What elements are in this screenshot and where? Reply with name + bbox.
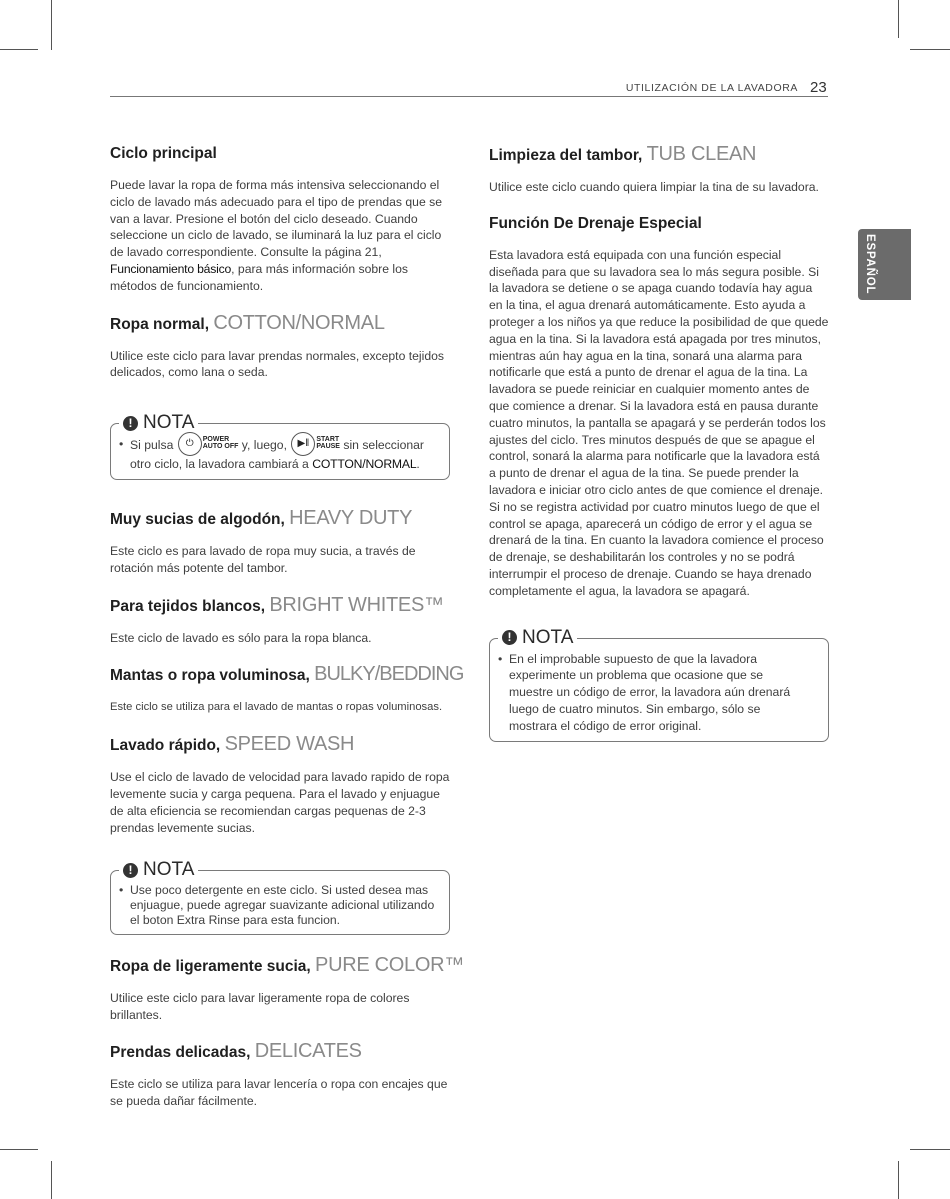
running-header: UTILIZACIÓN DE LA LAVADORA	[625, 82, 798, 94]
start-pause-button-label: START PAUSE	[316, 436, 340, 451]
section-title: Prendas delicadas, DELICATES	[110, 1040, 362, 1063]
crop-mark	[898, 1161, 899, 1199]
section-title: Lavado rápido, SPEED WASH	[110, 733, 355, 756]
section-body: Este ciclo se utiliza para lavar lencería o ropa con encajes que se pueda dañar fácilmente.	[110, 1077, 448, 1109]
section-tub-clean	[489, 140, 829, 196]
note-item: • En el improbable supuesto de que la lavadora experimente un problema que ocasione que se muestre un código de error, la lavadora aún drenará luego de cuatro minutos. Sin embargo, sólo se mostrara el código de error original.	[496, 651, 818, 735]
section-title: Limpieza del tambor, TUB CLEAN	[489, 143, 757, 165]
cycle-name: HEAVY DUTY	[289, 506, 413, 529]
crop-mark	[0, 1149, 38, 1150]
cycle-name: DELICATES	[254, 1040, 362, 1063]
note-box	[489, 626, 829, 742]
power-button-label: POWER AUTO OFF	[202, 436, 239, 451]
section-title: Para tejidos blancos, BRIGHT WHITES™	[110, 593, 444, 616]
start-pause-button-icon: ▶‖	[291, 432, 315, 456]
section-cotton-normal	[110, 309, 450, 382]
section-special-drain	[489, 210, 829, 600]
header-rule	[110, 96, 828, 97]
cycle-name: TUB CLEAN	[646, 143, 757, 165]
note-title: ! NOTA	[498, 627, 577, 649]
section-title: Muy sucias de algodón, HEAVY DUTY	[110, 506, 413, 529]
note-item: • Si pulsa ⏻ POWER AUTO OFF y, luego, ▶‖ START PAUSE sin seleccionar otro ciclo, la lavadora cambiará a COTTON/NORMAL.	[117, 436, 439, 473]
exclamation-icon: !	[502, 630, 517, 645]
left-column	[110, 140, 464, 1110]
crop-mark	[51, 0, 52, 50]
language-tab	[858, 229, 911, 300]
section-body: Este ciclo de lavado es sólo para la ropa blanca.	[110, 630, 372, 645]
exclamation-icon: !	[123, 416, 138, 431]
cycle-name: SPEED WASH	[224, 733, 355, 756]
crop-mark	[898, 0, 899, 38]
section-title: Ropa normal, COTTON/NORMAL	[110, 311, 385, 334]
basic-operation-reference: Funcionamiento básico	[110, 261, 232, 276]
cycle-name: COTTON/NORMAL	[312, 457, 417, 472]
cycle-name: BRIGHT WHITES™	[269, 593, 444, 616]
section-body: Este ciclo se utiliza para el lavado de mantas o ropas voluminosas.	[110, 701, 443, 714]
note-box	[110, 859, 450, 934]
section-pure-color	[110, 951, 464, 1024]
section-body: Si no se registra actividad por cuatro minutos luego de que el control se apaga, aparecerá un código de error y el agua se drenará de la tina. En cuanto la lavadora comience el proceso de drenaje, se deshabilitarán los controles y no se podrá interrumpir el proceso de drenaje. Cuando se haya drenado completamente el agua, la lavadora se apagará.	[489, 499, 824, 598]
section-body: Esta lavadora está equipada con una función especial diseñada para que su lavadora sea lo más segura posible. Si la lavadora se detiene o se apaga cuando todavía hay agua en la tina, el agua drenará automáticamente. Esto ayuda a proteger a los niños ya que reduce la posibilidad de que quede agua en la tina. Si la lavadora está apagada por tres minutos, mientras aún hay agua en la tina, sonará una alarma para notificarle que está a punto de drenar el agua de la tina. La lavadora se puede reiniciar en cualquier momento antes de que comience a drenar. Si la lavadora está en pausa durante cuatro minutos, la pantalla se apagará y se perderán todos los ajustes del ciclo. Tres minutos después de que se apague el control, sonará la alarma para notificarle que la lavadora está a punto de drenar el agua de la tina. Se puede prender la lavadora e iniciar otro ciclo antes de que comience el drenaje.	[489, 247, 829, 497]
crop-mark	[51, 1161, 52, 1199]
section-body: Utilice este ciclo para lavar ligeramente ropa de colores brillantes.	[110, 990, 410, 1022]
right-column	[489, 140, 829, 742]
note-title: ! NOTA	[119, 859, 198, 881]
cycle-name: PURE COLOR™	[315, 953, 464, 976]
section-title: Función De Drenaje Especial	[489, 214, 702, 232]
section-speed-wash	[110, 730, 450, 836]
cycle-name: COTTON/NORMAL	[213, 311, 385, 334]
section-body: Utilice este ciclo cuando quiera limpiar la tina de su lavadora.	[489, 180, 819, 194]
section-title: Mantas o ropa voluminosa, BULKY/BEDDING	[110, 663, 464, 686]
cycle-name: BULKY/BEDDING	[314, 663, 464, 686]
section-heavy-duty	[110, 504, 450, 577]
section-bulky-bedding	[110, 660, 464, 716]
section-body: Use el ciclo de lavado de velocidad para lavado rapido de ropa levemente sucia y carga pequena. Para el lavado y enjuague de alta eficiencia se recomiendan cargas pequenas de 2-3 prendas levemente sucias.	[110, 770, 450, 835]
crop-mark	[910, 49, 950, 50]
section-main-cycle	[110, 140, 450, 295]
section-delicates	[110, 1037, 450, 1110]
crop-mark	[910, 1149, 950, 1150]
crop-mark	[0, 49, 38, 50]
section-title: Ropa de ligeramente sucia, PURE COLOR™	[110, 953, 464, 976]
language-tab-label: ESPAÑOL	[864, 234, 876, 295]
note-item: • Use poco detergente en este ciclo. Si usted desea mas enjuague, puede agregar suavizante adicional utilizando el boton Extra Rinse para esta funcion.	[117, 883, 439, 927]
section-body: Puede lavar la ropa de forma más intensiva seleccionando el ciclo de lavado más adecuado para el tipo de prendas que se van a lavar. Presione el botón del ciclo deseado. Cuando seleccione un ciclo de lavado, se iluminará la luz para el ciclo de lavado correspondiente. Consulte la página 21, Funcionamiento básico, para más información sobre los métodos de funcionamiento.	[110, 178, 442, 293]
section-title: Ciclo principal	[110, 145, 217, 162]
power-button-icon: ⏻	[178, 432, 202, 456]
section-bright-whites	[110, 591, 450, 647]
note-box	[110, 412, 450, 480]
note-title: ! NOTA	[119, 412, 198, 434]
page-number: 23	[810, 79, 827, 96]
section-body: Este ciclo es para lavado de ropa muy sucia, a través de rotación más potente del tambor.	[110, 543, 416, 575]
exclamation-icon: !	[123, 863, 138, 878]
section-body: Utilice este ciclo para lavar prendas normales, excepto tejidos delicados, como lana o seda.	[110, 348, 444, 380]
